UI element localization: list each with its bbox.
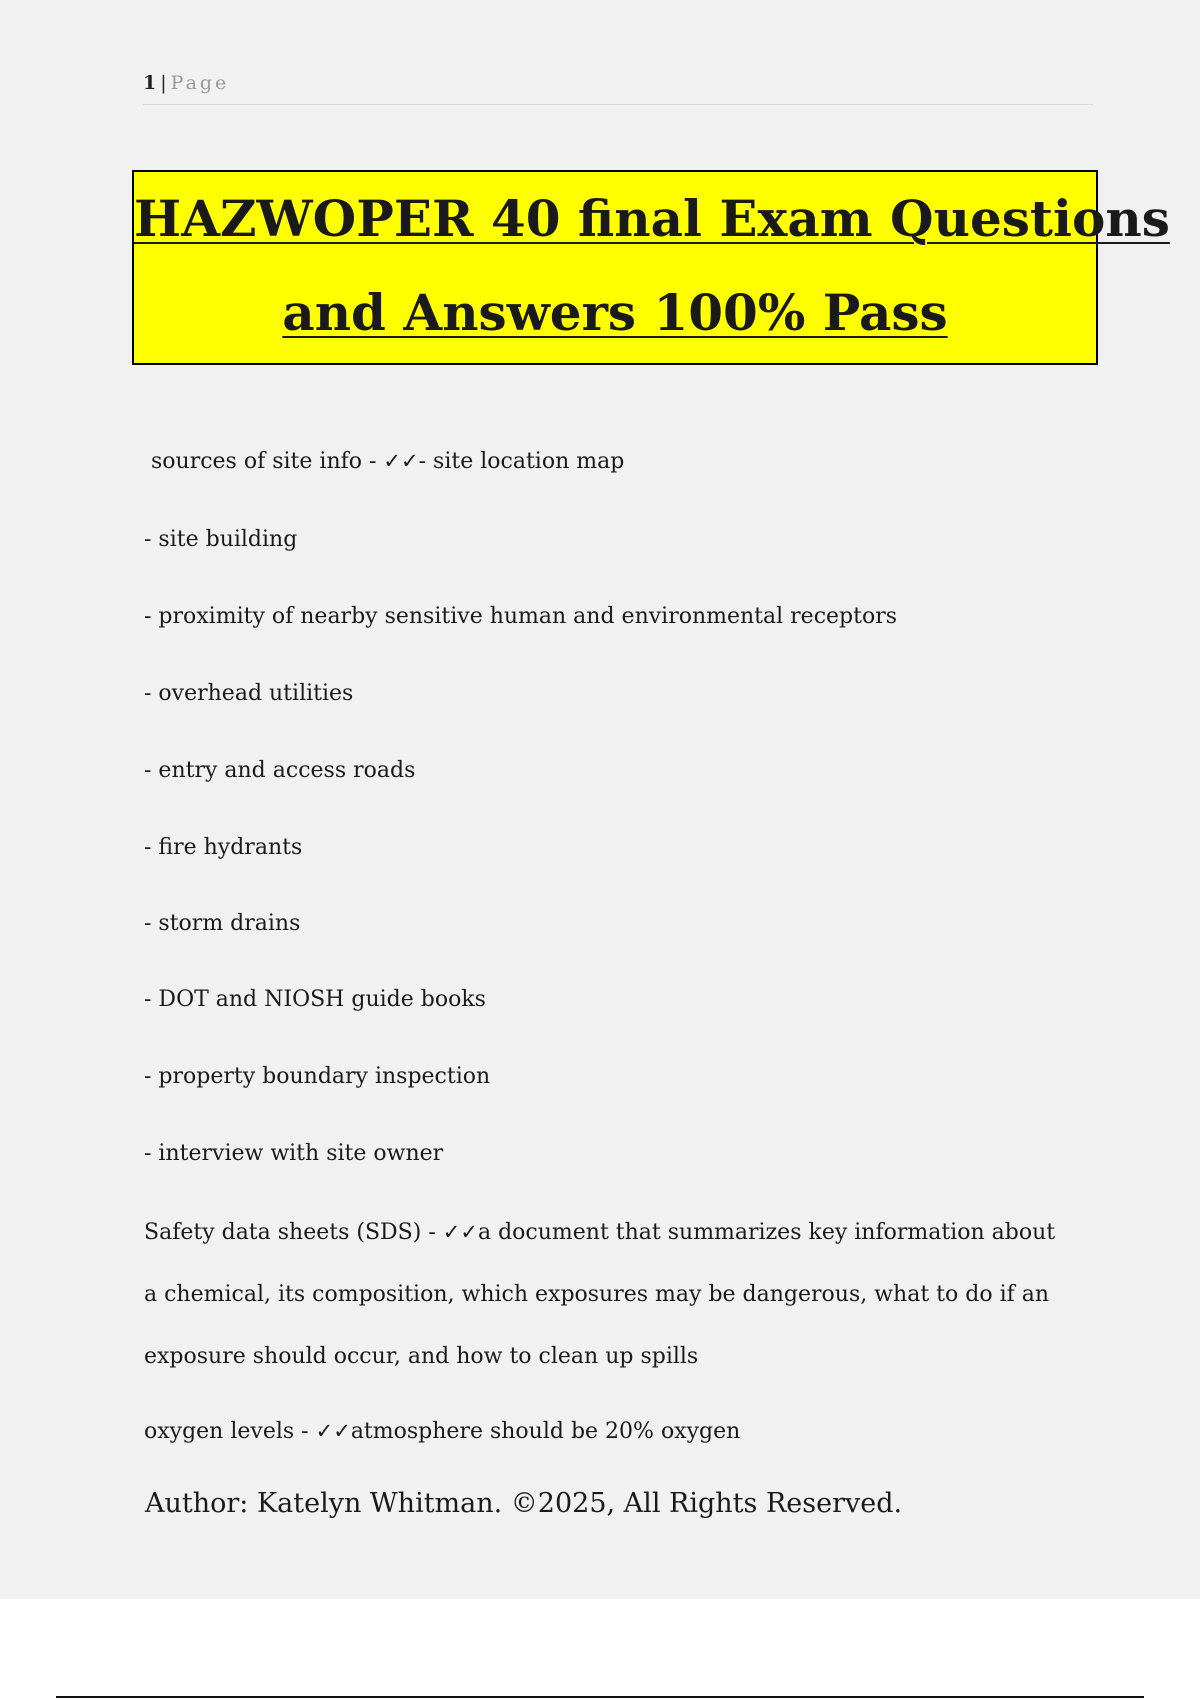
page-number: 1 <box>143 72 157 94</box>
list-item: - DOT and NIOSH guide books <box>144 987 486 1012</box>
list-item: - site building <box>144 527 298 552</box>
page-separator: | <box>160 72 167 94</box>
list-item: - storm drains <box>144 911 301 936</box>
list-item: - entry and access roads <box>144 758 416 783</box>
list-item: - fire hydrants <box>144 835 303 860</box>
list-item: - overhead utilities <box>144 681 354 706</box>
question-oxygen-levels <box>144 1419 740 1444</box>
title-line-2: and Answers 100% Pass <box>282 283 948 342</box>
answer-text: - site location map <box>418 449 625 474</box>
question-term: oxygen levels - <box>144 1419 316 1444</box>
page-bottom-rule <box>56 1696 1144 1698</box>
checkmark-icon: ✓✓ <box>315 1419 351 1443</box>
question-safety-data-sheets <box>144 1201 1074 1388</box>
list-item: - interview with site owner <box>144 1141 444 1166</box>
checkmark-icon: ✓✓ <box>442 1220 478 1244</box>
answer-text: a document that summarizes key information about a chemical, its composition, which exposures may be dangerous, what to do if an exposure should occur, and how to clean up spills <box>144 1220 1056 1369</box>
question-term: Safety data sheets (SDS) - <box>144 1220 443 1245</box>
question-term: sources of site info - <box>151 449 384 474</box>
page-label: Page <box>170 72 230 94</box>
title-banner <box>132 170 1170 365</box>
list-item: - property boundary inspection <box>144 1064 491 1089</box>
list-item: - proximity of nearby sensitive human and environmental receptors <box>144 604 898 629</box>
title-line-1: HAZWOPER 40 final Exam Questions <box>134 189 1170 248</box>
author-line: Author: Katelyn Whitman. ©2025, All Rights Reserved. <box>145 1488 903 1519</box>
answer-text: atmosphere should be 20% oxygen <box>350 1419 741 1444</box>
question-sources-of-site-info <box>151 449 624 474</box>
checkmark-icon: ✓✓ <box>383 449 419 473</box>
page-header <box>143 72 1093 105</box>
